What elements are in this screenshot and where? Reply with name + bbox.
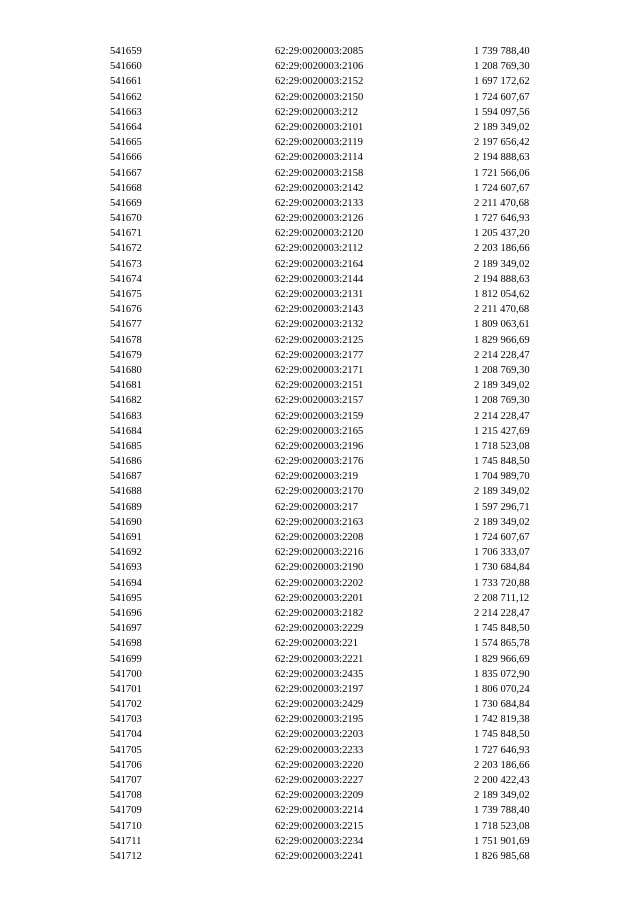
value-cell: 2 189 349,02 [474, 790, 530, 802]
row-id-cell: 541693 [110, 562, 142, 574]
cadastral-number-cell: 62:29:0020003:2176 [275, 456, 364, 468]
table-row [0, 226, 640, 241]
row-id-cell: 541660 [110, 61, 142, 73]
row-id-cell: 541683 [110, 410, 142, 422]
value-cell: 1 812 054,62 [474, 289, 530, 300]
cadastral-number-cell: 62:29:0020003:212 [275, 106, 358, 118]
table-row [0, 500, 640, 515]
value-cell: 2 214 228,47 [474, 410, 530, 422]
value-cell: 2 214 228,47 [474, 349, 530, 361]
table-row [0, 393, 640, 408]
cadastral-number-cell: 62:29:0020003:2159 [275, 410, 364, 422]
row-id-cell: 541698 [110, 638, 142, 650]
row-id-cell: 541663 [110, 106, 142, 118]
row-id-cell: 541691 [110, 532, 142, 543]
value-cell: 2 203 186,66 [474, 243, 530, 255]
cadastral-number-cell: 62:29:0020003:2208 [275, 532, 364, 543]
value-cell: 1 733 720,88 [474, 577, 530, 589]
value-cell: 1 829 966,69 [474, 653, 530, 665]
value-cell: 2 189 349,02 [474, 121, 530, 133]
value-cell: 1 215 427,69 [474, 425, 530, 437]
row-id-cell: 541688 [110, 486, 142, 498]
table-row [0, 758, 640, 773]
row-id-cell: 541670 [110, 213, 142, 225]
row-id-cell: 541675 [110, 289, 142, 300]
table-row [0, 530, 640, 545]
cadastral-number-cell: 62:29:0020003:2227 [275, 775, 364, 786]
cadastral-number-cell: 62:29:0020003:2233 [275, 744, 364, 756]
cadastral-number-cell: 62:29:0020003:2133 [275, 197, 364, 209]
row-id-cell: 541689 [110, 501, 142, 513]
table-row [0, 166, 640, 181]
value-cell: 1 697 172,62 [474, 76, 530, 88]
value-cell: 1 751 901,69 [474, 835, 530, 847]
cadastral-number-cell: 62:29:0020003:2106 [275, 61, 364, 73]
cadastral-number-cell: 62:29:0020003:2152 [275, 76, 364, 88]
row-id-cell: 541709 [110, 805, 142, 817]
value-cell: 2 194 888,63 [474, 152, 530, 164]
value-cell: 2 197 656,42 [474, 137, 530, 149]
table-row [0, 606, 640, 621]
cadastral-number-cell: 62:29:0020003:219 [275, 471, 358, 483]
cadastral-number-cell: 62:29:0020003:2125 [275, 334, 364, 346]
cadastral-number-cell: 62:29:0020003:2114 [275, 152, 363, 164]
cadastral-number-cell: 62:29:0020003:2197 [275, 683, 364, 695]
table-row [0, 317, 640, 332]
table-row [0, 849, 640, 864]
cadastral-number-cell: 62:29:0020003:2151 [275, 380, 364, 392]
row-id-cell: 541708 [110, 790, 142, 802]
row-id-cell: 541705 [110, 744, 142, 756]
table-row [0, 120, 640, 135]
value-cell: 1 574 865,78 [474, 638, 530, 650]
value-cell: 1 727 646,93 [474, 744, 530, 756]
value-cell: 2 200 422,43 [474, 775, 530, 786]
row-id-cell: 541694 [110, 577, 142, 589]
row-id-cell: 541674 [110, 273, 142, 285]
table-row [0, 272, 640, 287]
table-row [0, 409, 640, 424]
table-row [0, 621, 640, 636]
table-row [0, 515, 640, 530]
table-row [0, 652, 640, 667]
cadastral-number-cell: 62:29:0020003:2120 [275, 228, 364, 240]
table-row [0, 241, 640, 256]
value-cell: 1 706 333,07 [474, 547, 530, 559]
cadastral-number-cell: 62:29:0020003:2190 [275, 562, 364, 574]
value-cell: 1 718 523,08 [474, 440, 530, 452]
table-row [0, 424, 640, 439]
table-row [0, 348, 640, 363]
row-id-cell: 541697 [110, 623, 142, 635]
cadastral-number-cell: 62:29:0020003:2234 [275, 835, 364, 847]
table-row [0, 333, 640, 348]
table-row [0, 257, 640, 272]
cadastral-number-cell: 62:29:0020003:2216 [275, 547, 364, 559]
row-id-cell: 541677 [110, 319, 142, 331]
value-cell: 1 208 769,30 [474, 395, 530, 407]
cadastral-number-cell: 62:29:0020003:2241 [275, 850, 364, 862]
cadastral-number-cell: 62:29:0020003:2158 [275, 167, 364, 179]
row-id-cell: 541703 [110, 714, 142, 726]
value-cell: 1 739 788,40 [474, 805, 530, 817]
cadastral-number-cell: 62:29:0020003:2182 [275, 607, 364, 619]
value-cell: 1 742 819,38 [474, 714, 530, 726]
value-cell: 2 194 888,63 [474, 273, 530, 285]
data-table [0, 44, 640, 864]
cadastral-number-cell: 62:29:0020003:2202 [275, 577, 364, 589]
cadastral-number-cell: 62:29:0020003:2177 [275, 349, 364, 361]
cadastral-number-cell: 62:29:0020003:2201 [275, 592, 364, 604]
table-row [0, 439, 640, 454]
value-cell: 2 211 470,68 [474, 197, 530, 209]
table-row [0, 196, 640, 211]
cadastral-number-cell: 62:29:0020003:2132 [275, 319, 364, 331]
cadastral-number-cell: 62:29:0020003:2435 [275, 668, 364, 680]
cadastral-number-cell: 62:29:0020003:2171 [275, 364, 364, 376]
table-row [0, 44, 640, 59]
value-cell: 1 724 607,67 [474, 91, 530, 103]
cadastral-number-cell: 62:29:0020003:2214 [275, 805, 364, 817]
value-cell: 2 189 349,02 [474, 486, 530, 498]
cadastral-number-cell: 62:29:0020003:2142 [275, 182, 364, 194]
value-cell: 1 806 070,24 [474, 683, 530, 695]
table-row [0, 743, 640, 758]
table-row [0, 803, 640, 818]
row-id-cell: 541704 [110, 729, 142, 741]
row-id-cell: 541672 [110, 243, 142, 255]
row-id-cell: 541685 [110, 440, 142, 452]
table-row [0, 545, 640, 560]
value-cell: 1 597 296,71 [474, 501, 530, 513]
table-row [0, 105, 640, 120]
table-row [0, 591, 640, 606]
table-row [0, 819, 640, 834]
row-id-cell: 541676 [110, 304, 142, 316]
table-row [0, 727, 640, 742]
value-cell: 1 718 523,08 [474, 820, 530, 832]
cadastral-number-cell: 62:29:0020003:2196 [275, 440, 364, 452]
table-row [0, 181, 640, 196]
value-cell: 1 594 097,56 [474, 106, 530, 118]
value-cell: 2 189 349,02 [474, 380, 530, 392]
row-id-cell: 541706 [110, 759, 142, 771]
table-row [0, 712, 640, 727]
table-row [0, 287, 640, 302]
row-id-cell: 541680 [110, 364, 142, 376]
cadastral-number-cell: 62:29:0020003:2229 [275, 623, 364, 635]
row-id-cell: 541695 [110, 592, 142, 604]
cadastral-number-cell: 62:29:0020003:2195 [275, 714, 364, 726]
cadastral-number-cell: 62:29:0020003:2170 [275, 486, 364, 498]
table-row [0, 363, 640, 378]
row-id-cell: 541669 [110, 197, 142, 209]
cadastral-number-cell: 62:29:0020003:2220 [275, 759, 364, 771]
cadastral-number-cell: 62:29:0020003:2119 [275, 137, 363, 149]
row-id-cell: 541699 [110, 653, 142, 665]
cadastral-number-cell: 62:29:0020003:2209 [275, 790, 364, 802]
table-row [0, 59, 640, 74]
table-row [0, 135, 640, 150]
cadastral-number-cell: 62:29:0020003:2215 [275, 820, 364, 832]
table-row [0, 378, 640, 393]
row-id-cell: 541696 [110, 607, 142, 619]
row-id-cell: 541682 [110, 395, 142, 407]
value-cell: 1 739 788,40 [474, 46, 530, 57]
table-row [0, 74, 640, 89]
row-id-cell: 541690 [110, 516, 142, 528]
row-id-cell: 541666 [110, 152, 142, 164]
value-cell: 1 745 848,50 [474, 729, 530, 741]
cadastral-number-cell: 62:29:0020003:2150 [275, 91, 364, 103]
row-id-cell: 541659 [110, 46, 142, 57]
value-cell: 1 745 848,50 [474, 623, 530, 635]
value-cell: 1 809 063,61 [474, 319, 530, 331]
value-cell: 2 189 349,02 [474, 258, 530, 270]
table-row [0, 454, 640, 469]
cadastral-number-cell: 62:29:0020003:2131 [275, 289, 364, 300]
value-cell: 1 208 769,30 [474, 364, 530, 376]
row-id-cell: 541662 [110, 91, 142, 103]
row-id-cell: 541664 [110, 121, 142, 133]
row-id-cell: 541707 [110, 775, 142, 786]
cadastral-number-cell: 62:29:0020003:2085 [275, 46, 364, 57]
cadastral-number-cell: 62:29:0020003:2157 [275, 395, 364, 407]
row-id-cell: 541679 [110, 349, 142, 361]
cadastral-number-cell: 62:29:0020003:2429 [275, 699, 364, 711]
table-row [0, 576, 640, 591]
row-id-cell: 541711 [110, 835, 142, 847]
row-id-cell: 541673 [110, 258, 142, 270]
value-cell: 2 203 186,66 [474, 759, 530, 771]
value-cell: 1 208 769,30 [474, 61, 530, 73]
row-id-cell: 541700 [110, 668, 142, 680]
value-cell: 1 704 989,70 [474, 471, 530, 483]
table-row [0, 682, 640, 697]
table-row [0, 636, 640, 651]
cadastral-number-cell: 62:29:0020003:2101 [275, 121, 364, 133]
table-row [0, 469, 640, 484]
value-cell: 1 205 437,20 [474, 228, 530, 240]
cadastral-number-cell: 62:29:0020003:2144 [275, 273, 364, 285]
cadastral-number-cell: 62:29:0020003:2163 [275, 516, 364, 528]
cadastral-number-cell: 62:29:0020003:2143 [275, 304, 364, 316]
row-id-cell: 541678 [110, 334, 142, 346]
table-row [0, 150, 640, 165]
cadastral-number-cell: 62:29:0020003:2165 [275, 425, 364, 437]
row-id-cell: 541686 [110, 456, 142, 468]
cadastral-number-cell: 62:29:0020003:2112 [275, 243, 363, 255]
value-cell: 1 826 985,68 [474, 850, 530, 862]
value-cell: 2 214 228,47 [474, 607, 530, 619]
cadastral-number-cell: 62:29:0020003:2221 [275, 653, 364, 665]
value-cell: 1 721 566,06 [474, 167, 530, 179]
row-id-cell: 541710 [110, 820, 142, 832]
value-cell: 1 745 848,50 [474, 456, 530, 468]
value-cell: 2 208 711,12 [474, 592, 530, 604]
row-id-cell: 541671 [110, 228, 142, 240]
table-row [0, 788, 640, 803]
row-id-cell: 541692 [110, 547, 142, 559]
cadastral-number-cell: 62:29:0020003:217 [275, 501, 358, 513]
table-row [0, 834, 640, 849]
table-row [0, 484, 640, 499]
table-row [0, 697, 640, 712]
row-id-cell: 541665 [110, 137, 142, 149]
row-id-cell: 541687 [110, 471, 142, 483]
table-row [0, 302, 640, 317]
row-id-cell: 541661 [110, 76, 142, 88]
cadastral-number-cell: 62:29:0020003:2203 [275, 729, 364, 741]
cadastral-number-cell: 62:29:0020003:2126 [275, 213, 364, 225]
row-id-cell: 541701 [110, 683, 142, 695]
table-row [0, 560, 640, 575]
cadastral-number-cell: 62:29:0020003:221 [275, 638, 358, 650]
row-id-cell: 541684 [110, 425, 142, 437]
table-row [0, 211, 640, 226]
value-cell: 1 835 072,90 [474, 668, 530, 680]
value-cell: 1 730 684,84 [474, 699, 530, 711]
value-cell: 1 829 966,69 [474, 334, 530, 346]
table-row [0, 773, 640, 788]
row-id-cell: 541667 [110, 167, 142, 179]
table-row [0, 90, 640, 105]
row-id-cell: 541681 [110, 380, 142, 392]
row-id-cell: 541702 [110, 699, 142, 711]
value-cell: 1 724 607,67 [474, 532, 530, 543]
row-id-cell: 541668 [110, 182, 142, 194]
value-cell: 2 211 470,68 [474, 304, 530, 316]
value-cell: 2 189 349,02 [474, 516, 530, 528]
cadastral-number-cell: 62:29:0020003:2164 [275, 258, 364, 270]
value-cell: 1 730 684,84 [474, 562, 530, 574]
value-cell: 1 724 607,67 [474, 182, 530, 194]
row-id-cell: 541712 [110, 850, 142, 862]
value-cell: 1 727 646,93 [474, 213, 530, 225]
table-row [0, 667, 640, 682]
